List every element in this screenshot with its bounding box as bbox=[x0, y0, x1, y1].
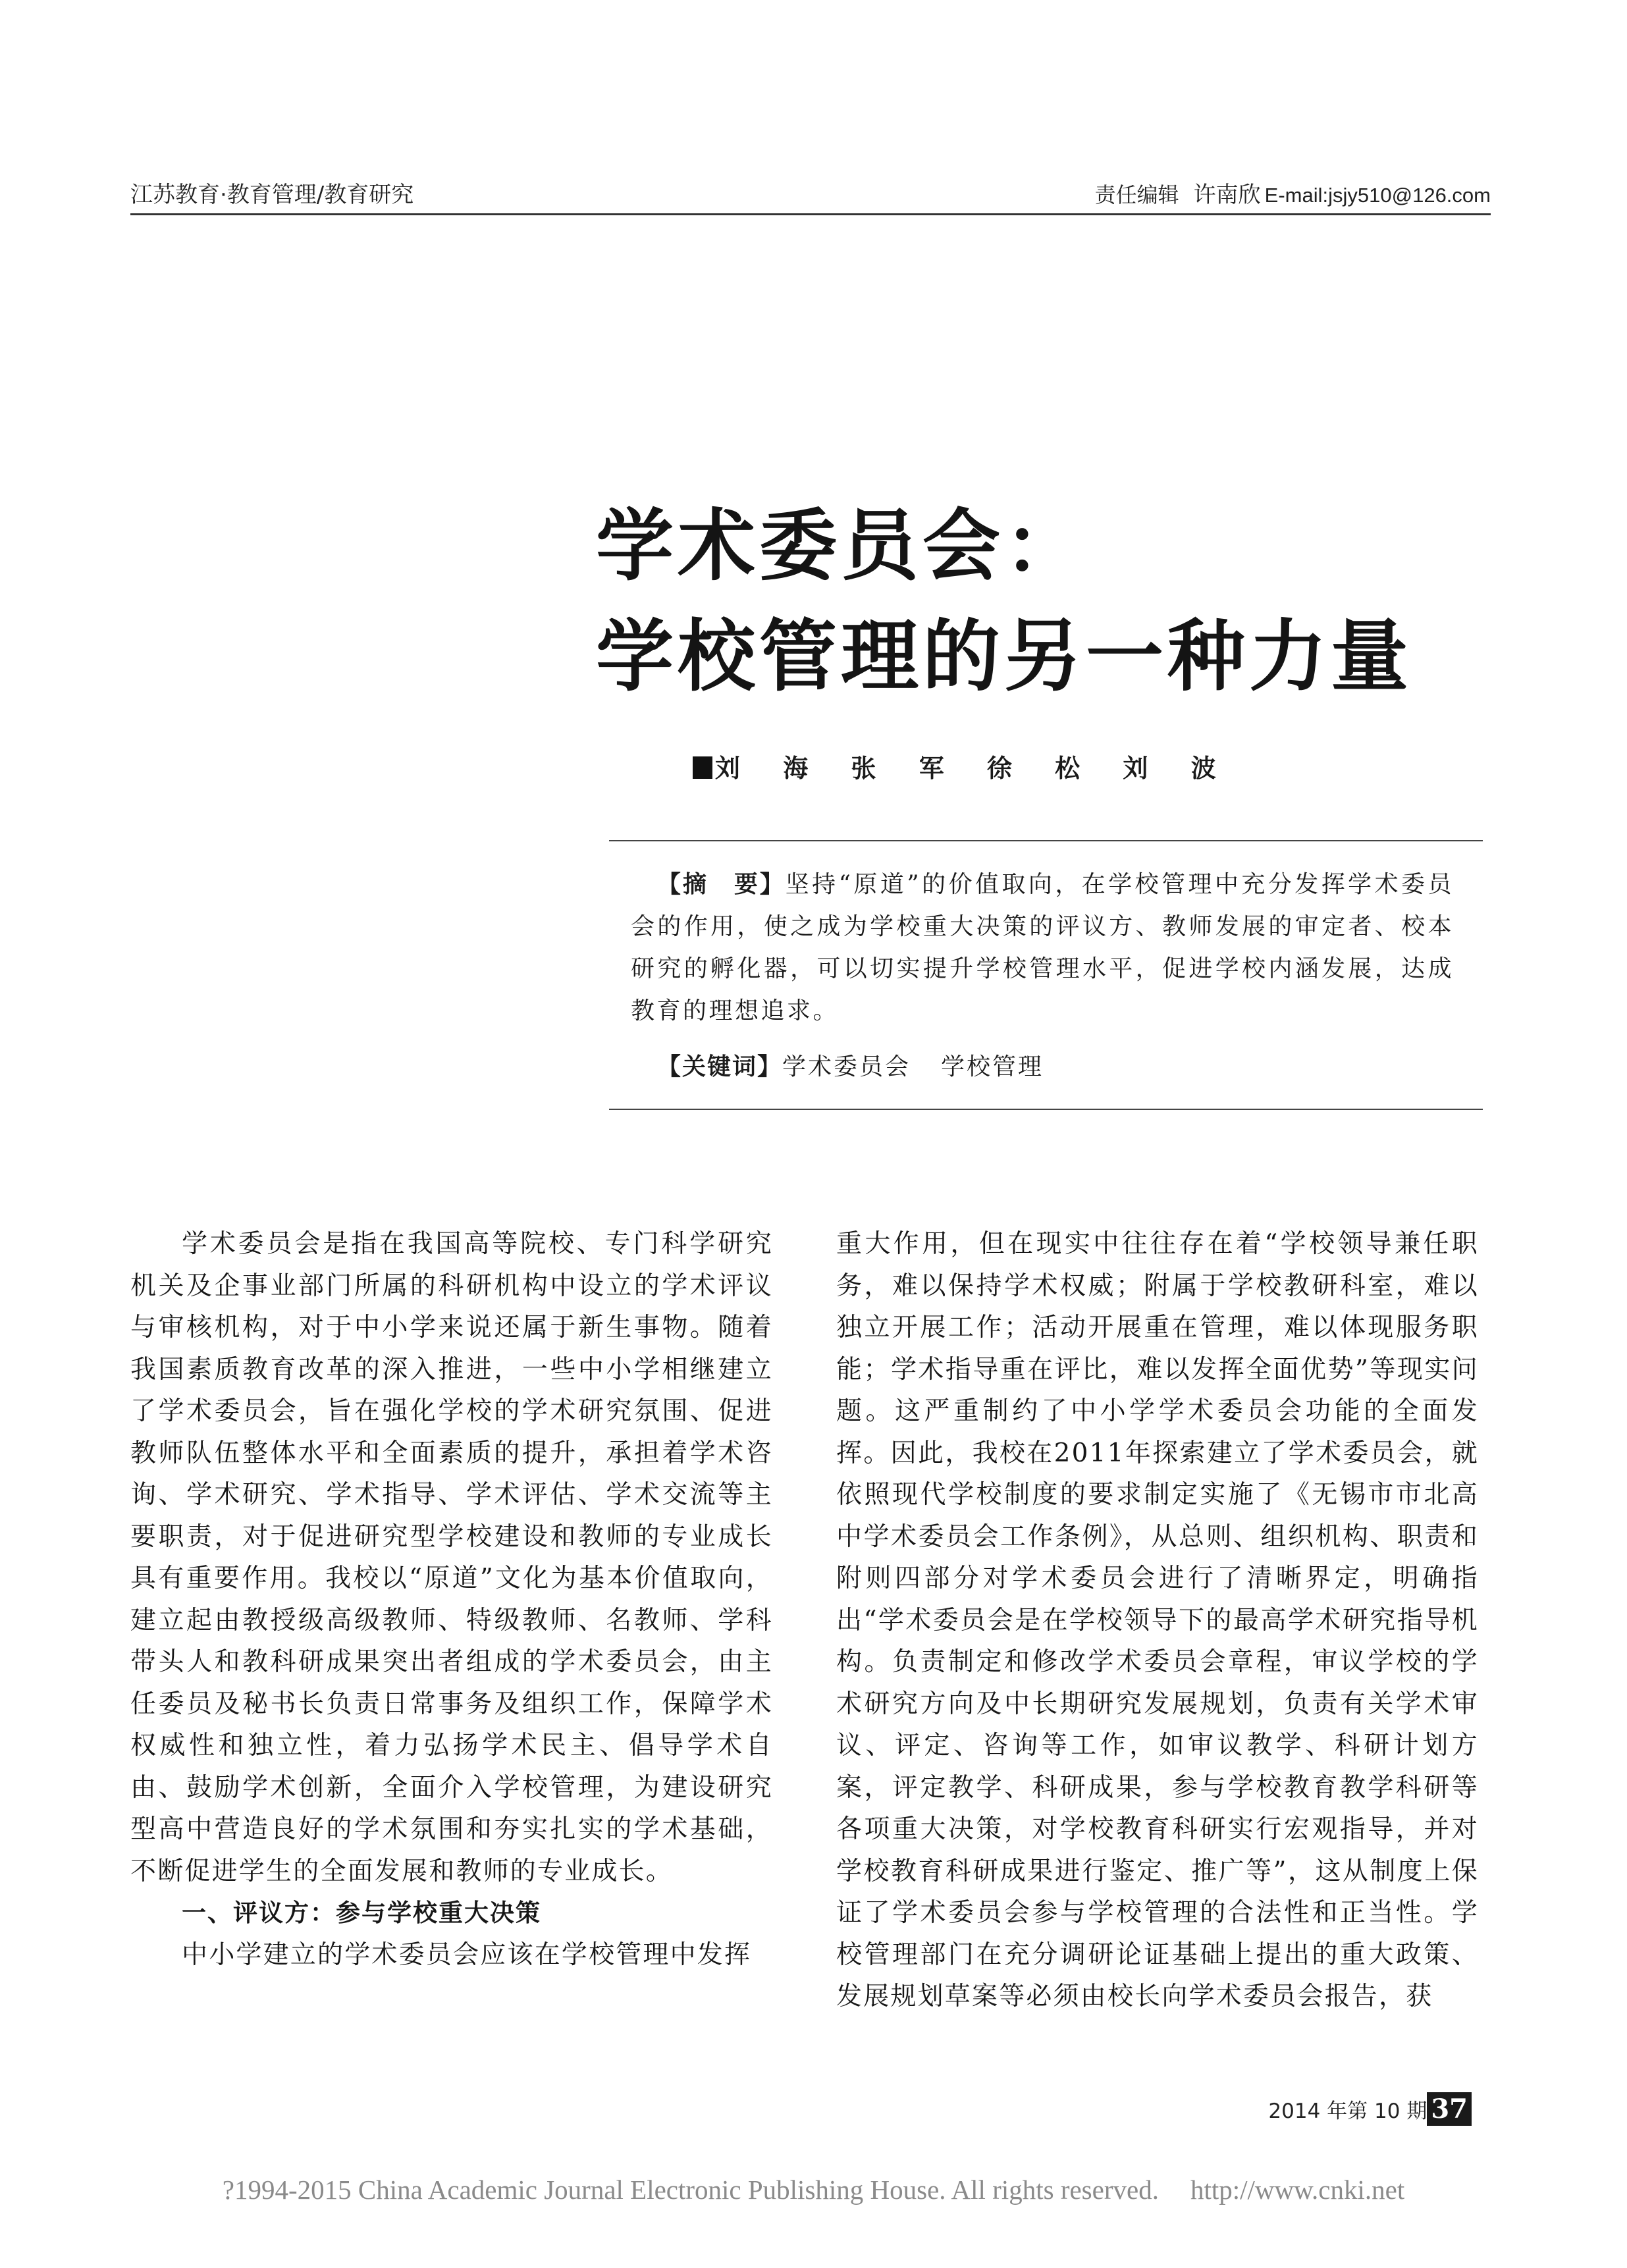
copyright-text: ?1994-2015 China Academic Journal Electronic Publishing House. All rights reserved. bbox=[222, 2175, 1159, 2205]
abstract-bottom-rule bbox=[609, 1109, 1483, 1110]
keywords-label: 【关键词】 bbox=[657, 1053, 783, 1080]
title-line-1: 学术委员会： bbox=[596, 500, 1086, 591]
page-info bbox=[1268, 2092, 1472, 2126]
running-header bbox=[130, 176, 1491, 215]
body-column-left bbox=[130, 1223, 773, 1976]
journal-section-label: 江苏教育·教育管理/教育研究 bbox=[130, 182, 414, 208]
abstract-text: 坚持“原道”的价值取向，在学校管理中充分发挥学术委员会的作用，使之成为学校重大决策的评议方、教师发展的审定者、校本研究的孵化器，可以切实提升学校管理水平，促进学校内涵发展，达成教育的理想追求。 bbox=[631, 871, 1454, 1024]
body-paragraph: 学术委员会是指在我国高等院校、专门科学研究机关及企事业部门所属的科研机构中设立的学术评议与审核机构，对于中小学来说还属于新生事物。随着我国素质教育改革的深入推进，一些中小学相继建立了学术委员会，旨在强化学校的学术研究氛围、促进教师队伍整体水平和全面素质的提升，承担着学术咨询、学术研究、学术指导、学术评估、学术交流等主要职责，对于促进研究型学校建设和教师的专业成长具有重要作用。我校以“原道”文化为基本价值取向，建立起由教授级高级教师、特级教师、名教师、学科带头人和教科研成果突出者组成的学术委员会，由主任委员及秘书长负责日常事务及组织工作，保障学术权威性和独立性，着力弘扬学术民主、倡导学术自由、鼓励学术创新，全面介入学校管理，为建设研究型高中营造良好的学术氛围和夯实扎实的学术基础，不断促进学生的全面发展和教师的专业成长。 bbox=[130, 1229, 773, 1886]
page-number: 37 bbox=[1427, 2092, 1472, 2126]
body-paragraph: 中小学建立的学术委员会应该在学校管理中发挥 bbox=[182, 1939, 752, 1970]
article-title bbox=[596, 490, 1518, 712]
abstract-top-rule bbox=[609, 840, 1483, 841]
square-bullet-icon bbox=[693, 756, 712, 779]
author-names: 刘 海 张 军 徐 松 刘 波 bbox=[715, 754, 1233, 783]
keyword: 学术委员会 bbox=[782, 1053, 911, 1080]
body-paragraph: 重大作用，但在现实中往往存在着“学校领导兼任职务，难以保持学术权威；附属于学校教研科室，难以独立开展工作；活动开展重在管理，难以体现服务职能；学术指导重在评比，难以发挥全面优势”等现实问题。这严重制约了中小学学术委员会功能的全面发挥。因此，我校在2011年探索建立了学术委员会，就依照现代学校制度的要求制定实施了《无锡市市北高中学术委员会工作条例》，从总则、组织机构、职责和附则四部分对学术委员会进行了清晰界定，明确指出“学术委员会是在学校领导下的最高学术研究指导机构。负责制定和修改学术委员会章程，审议学校的学术研究方向及中长期研究发展规划，负责有关学术审议、评定、咨询等工作，如审议教学、科研计划方案，评定教学、科研成果，参与学校教育教学科研等各项重大决策，对学校教育科研实行宏观指导，并对学校教育科研成果进行鉴定、推广等”，这从制度上保证了学术委员会参与学校管理的合法性和正当性。学校管理部门在充分调研论证基础上提出的重大政策、发展规划草案等必须由校长向学术委员会报告，获 bbox=[836, 1229, 1479, 2011]
issue-label: 2014 年第 10 期 bbox=[1268, 2099, 1427, 2123]
editor-label: 责任编辑 bbox=[1094, 182, 1179, 207]
editor-email: E-mail:jsjy510@126.com bbox=[1264, 184, 1491, 207]
title-line-2: 学校管理的另一种力量 bbox=[596, 611, 1413, 702]
abstract-block bbox=[631, 864, 1454, 1032]
cnki-link[interactable]: http://www.cnki.net bbox=[1190, 2175, 1405, 2205]
author-line bbox=[693, 748, 1233, 784]
keywords-line bbox=[657, 1048, 1044, 1082]
editor-name: 许南欣 bbox=[1193, 182, 1261, 208]
abstract-label: 【摘 要】 bbox=[657, 871, 786, 898]
editor-info bbox=[1095, 176, 1491, 209]
section-heading: 一、评议方：参与学校重大决策 bbox=[182, 1899, 541, 1927]
copyright-footer bbox=[0, 2174, 1627, 2205]
body-column-right bbox=[836, 1223, 1479, 2018]
keyword: 学校管理 bbox=[941, 1053, 1044, 1080]
